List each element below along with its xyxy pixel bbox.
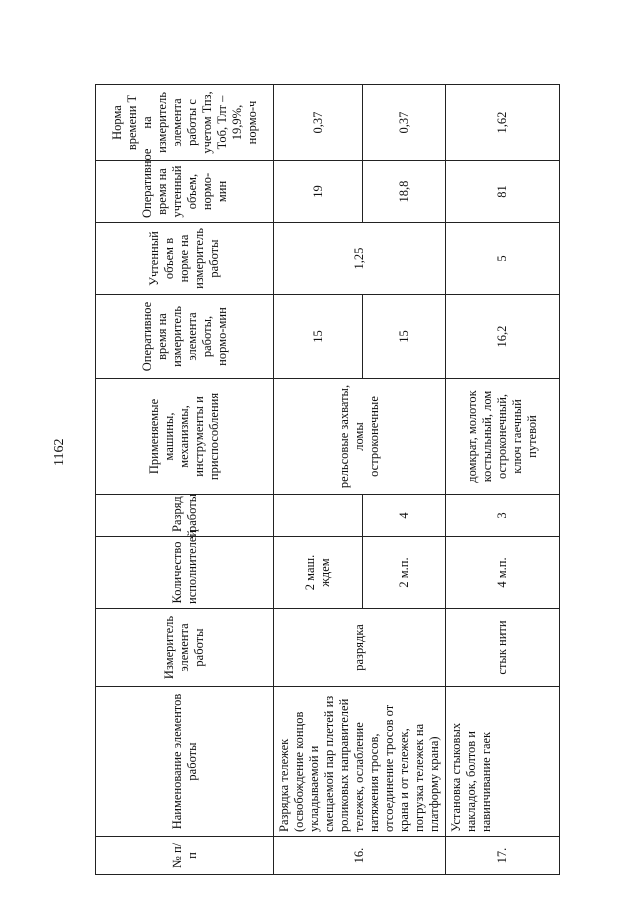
row17-name: Установка стыковых накладок, болтов и навинчивание гаек — [446, 687, 560, 837]
rotated-table-frame — [95, 85, 539, 875]
header-tools: Применяемые машины, механизмы, инструменты и приспособления — [96, 379, 274, 495]
header-unit: Измеритель элемента работы — [96, 609, 274, 687]
row16-num: 16. — [274, 837, 446, 875]
row16-grade-a — [274, 495, 363, 537]
page-number: 1162 — [52, 438, 67, 466]
row16-tools: рельсовые захваты, ломы остроконечные — [274, 379, 446, 495]
row16-name: Разрядка тележек (освобождение концов укладываемой и смещаемой пар плетей из роликовых направителей тележек, ослабление натяжения тросов, отсоединение тросов от крана и от тележек, погрузка тележек на платформу крана) — [274, 687, 446, 837]
header-workers: Количество исполнителей — [96, 537, 274, 609]
row16-norm-a: 0,37 — [274, 85, 363, 161]
header-name: Наименование элементов работы — [96, 687, 274, 837]
rotated-table-content — [95, 85, 539, 875]
row17-norm: 1,62 — [446, 85, 560, 161]
row17-unit: стык нити — [446, 609, 560, 687]
row16-op-volume-b: 18,8 — [363, 161, 446, 223]
row16-unit: разрядка — [274, 609, 446, 687]
row16-workers-b: 2 м.п. — [363, 537, 446, 609]
row16-op-volume-a: 19 — [274, 161, 363, 223]
row17-workers: 4 м.п. — [446, 537, 560, 609]
header-volume: Учтенный объем в норме на измеритель работы — [96, 223, 274, 295]
row17-grade: 3 — [446, 495, 560, 537]
row16-grade-b: 4 — [363, 495, 446, 537]
work-elements-table — [95, 84, 560, 875]
table-row — [274, 85, 363, 875]
row16-op-time-a: 15 — [274, 295, 363, 379]
row16-workers-a: 2 маш. ждем — [274, 537, 363, 609]
header-num: № п/п — [96, 837, 274, 875]
header-grade: Разряд работы — [96, 495, 274, 537]
header-norm: Норма времени Т на измеритель элемента работы с учетом Тпз, Тоб, Тлт – 19,9%, нормо-ч — [96, 85, 274, 161]
row16-norm-b: 0,37 — [363, 85, 446, 161]
row17-volume: 5 — [446, 223, 560, 295]
header-row — [96, 85, 274, 875]
row17-op-time: 16,2 — [446, 295, 560, 379]
table-row — [446, 85, 560, 875]
header-op-volume: Оперативное время на учтенный объем, нормо-мин — [96, 161, 274, 223]
row16-volume: 1,25 — [274, 223, 446, 295]
row17-num: 17. — [446, 837, 560, 875]
row17-tools: домкрат, молоток костыльный, лом остроконечный, ключ гаечный путевой — [446, 379, 560, 495]
row16-op-time-b: 15 — [363, 295, 446, 379]
row17-op-volume: 81 — [446, 161, 560, 223]
header-op-time: Оперативное время на измеритель элемента работы, нормо-мин — [96, 295, 274, 379]
